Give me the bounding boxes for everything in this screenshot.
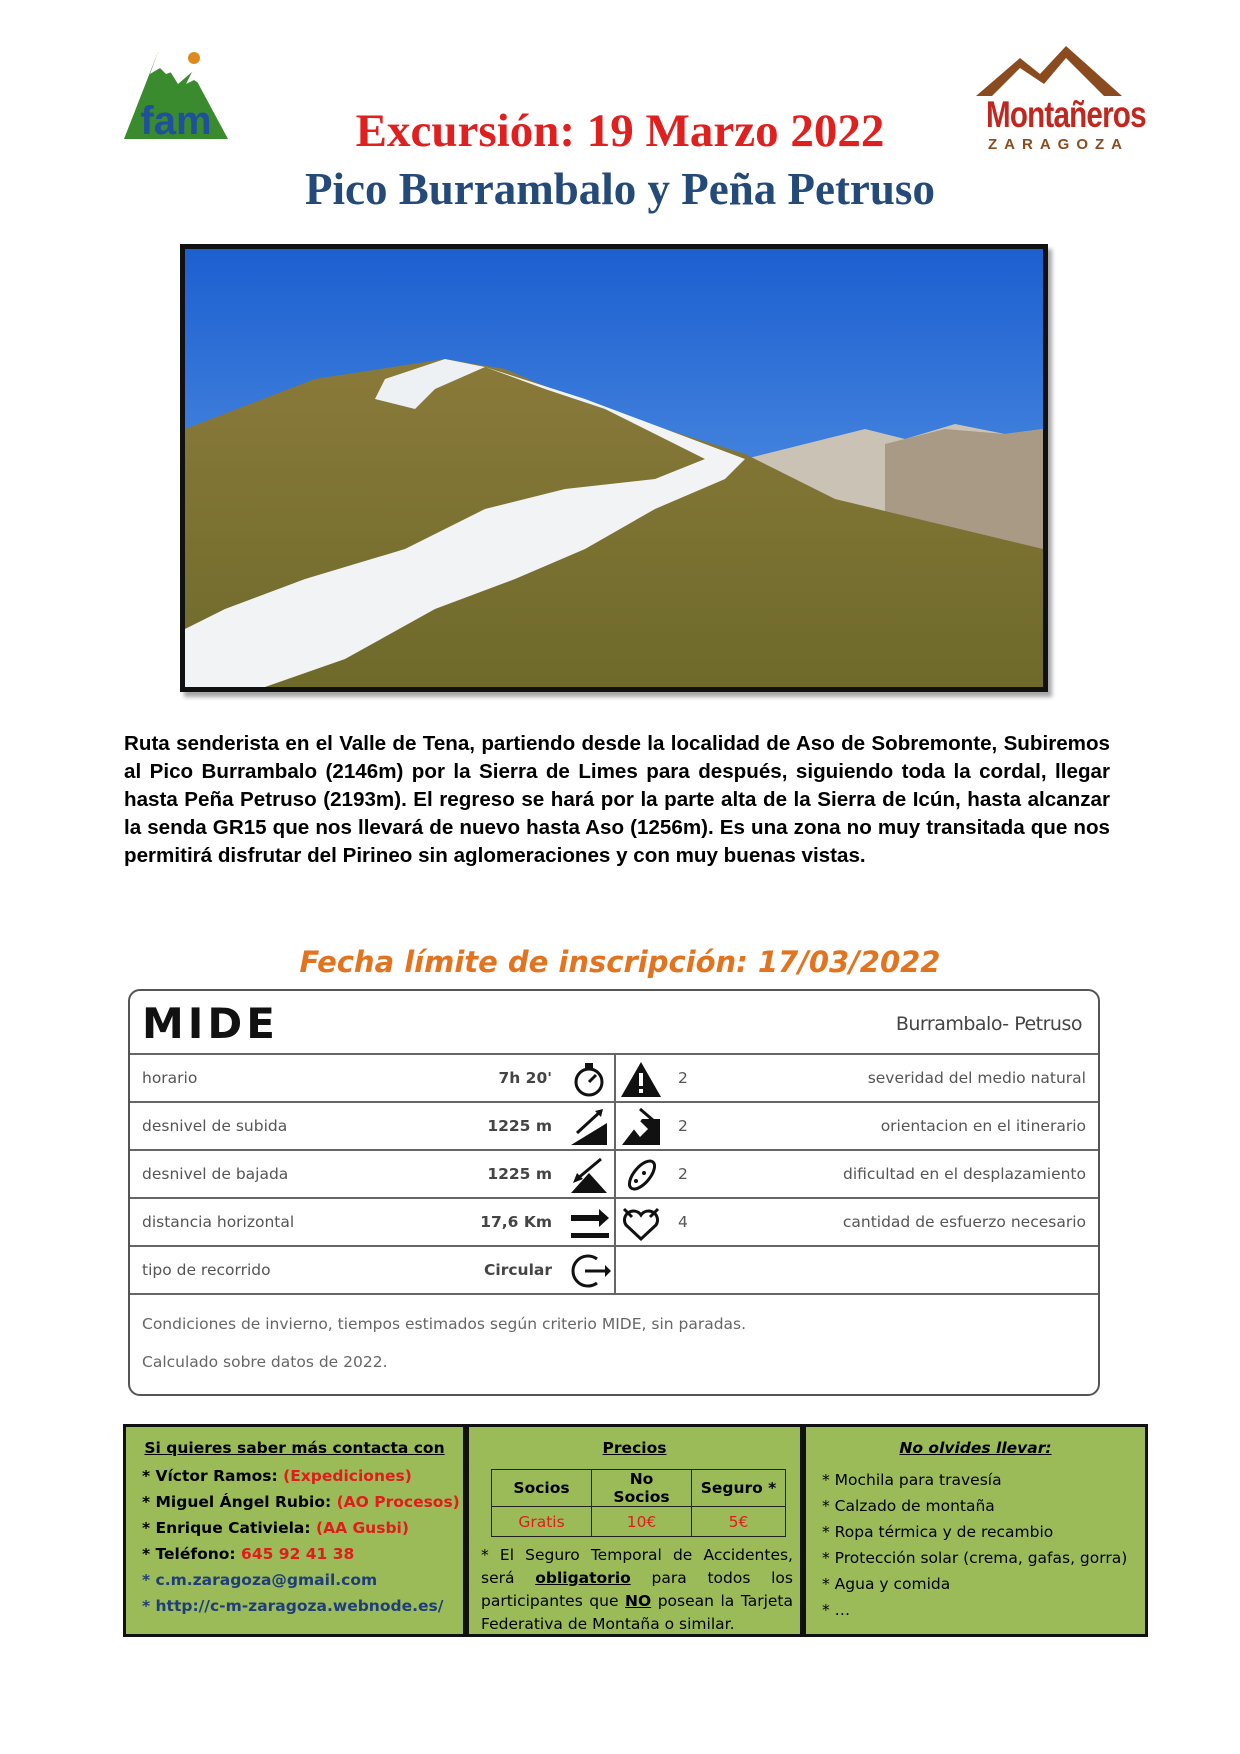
price-header: Socios bbox=[492, 1470, 592, 1507]
mide-score: 2 bbox=[678, 1117, 688, 1135]
mide-score: 2 bbox=[678, 1165, 688, 1183]
mide-table bbox=[128, 989, 1100, 1396]
price-header: Seguro * bbox=[692, 1470, 786, 1507]
mide-logo: MIDE bbox=[142, 999, 279, 1048]
bring-title: No olvides llevar: bbox=[899, 1439, 1052, 1457]
bring-item: * Calzado de montaña bbox=[822, 1497, 995, 1515]
mide-row-horario bbox=[130, 1055, 1098, 1103]
mide-value: 17,6 Km bbox=[480, 1213, 552, 1231]
mide-value: 1225 m bbox=[487, 1165, 552, 1183]
bring-item: * … bbox=[822, 1601, 851, 1619]
descent-icon bbox=[567, 1155, 613, 1195]
prices-table bbox=[491, 1469, 786, 1537]
logo-city: ZARAGOZA bbox=[988, 136, 1129, 153]
bring-item: * Ropa térmica y de recambio bbox=[822, 1523, 1054, 1541]
contact-email-link[interactable]: * c.m.zaragoza@gmail.com bbox=[142, 1571, 378, 1589]
mide-label: horario bbox=[142, 1069, 198, 1087]
contact-item: * Enrique Cativiela: (AA Gusbi) bbox=[142, 1519, 409, 1537]
bring-box bbox=[803, 1424, 1148, 1637]
bring-list bbox=[822, 1471, 1127, 1627]
mide-score: 2 bbox=[678, 1069, 688, 1087]
prices-box bbox=[466, 1424, 803, 1637]
contact-title: Si quieres saber más contacta con bbox=[144, 1439, 445, 1457]
heart-effort-icon bbox=[618, 1203, 664, 1243]
contact-list bbox=[142, 1467, 460, 1623]
mide-route-name: Burrambalo- Petruso bbox=[895, 1013, 1082, 1035]
mide-value: 7h 20' bbox=[498, 1069, 552, 1087]
footprint-icon bbox=[618, 1155, 664, 1195]
mide-label: desnivel de bajada bbox=[142, 1165, 289, 1183]
mide-label: tipo de recorrido bbox=[142, 1261, 271, 1279]
contact-phone: * Teléfono: 645 92 41 38 bbox=[142, 1545, 355, 1563]
circular-route-icon bbox=[567, 1251, 613, 1291]
mide-row-recorrido bbox=[130, 1247, 1098, 1295]
mide-row-bajada bbox=[130, 1151, 1098, 1199]
mide-score: 4 bbox=[678, 1213, 688, 1231]
prices-title: Precios bbox=[602, 1439, 667, 1457]
bring-item: * Mochila para travesía bbox=[822, 1471, 1002, 1489]
warning-triangle-icon bbox=[618, 1059, 664, 1099]
mide-value: Circular bbox=[484, 1261, 552, 1279]
mide-label: distancia horizontal bbox=[142, 1213, 295, 1231]
fam-logo-text: fam bbox=[140, 99, 212, 143]
mide-value: 1225 m bbox=[487, 1117, 552, 1135]
contact-item: * Miguel Ángel Rubio: (AO Procesos) bbox=[142, 1493, 460, 1511]
insurance-note: * El Seguro Temporal de Accidentes, será obligatorio para todos los participantes que NO posean la Tarjeta Federativa de Montaña o similar. bbox=[481, 1546, 794, 1633]
mide-row-distancia bbox=[130, 1199, 1098, 1247]
mide-header bbox=[130, 991, 1098, 1055]
price-value: 10€ bbox=[592, 1507, 692, 1537]
price-header: No Socios bbox=[592, 1470, 692, 1507]
excursion-date-title: Excursión: 19 Marzo 2022 bbox=[355, 105, 885, 157]
registration-deadline: Fecha límite de inscripción: 17/03/2022 bbox=[299, 945, 941, 979]
mide-row-subida bbox=[130, 1103, 1098, 1151]
orientation-signpost-icon bbox=[618, 1107, 664, 1147]
mide-note-data: Calculado sobre datos de 2022. bbox=[142, 1353, 388, 1371]
mide-label2: severidad del medio natural bbox=[867, 1069, 1086, 1087]
logo-word: Montañeros bbox=[986, 94, 1146, 135]
mide-label: desnivel de subida bbox=[142, 1117, 288, 1135]
distance-arrow-icon bbox=[567, 1203, 613, 1243]
stopwatch-icon bbox=[567, 1059, 613, 1099]
mide-label2: orientacion en el itinerario bbox=[880, 1117, 1086, 1135]
route-description: Ruta senderista en el Valle de Tena, partiendo desde la localidad de Aso de Sobremonte, Subiremos al Pico Burrambalo (2146m) por la Sierra de Limes para después, siguiendo toda la cordal, llegar hasta Peña Petruso (2193m). El regreso se hará por la parte alta de la Sierra de Icún, hasta alcanzar la senda GR15 que nos llevará de nuevo hasta Aso (1256m). Es una zona no muy transitada que nos permitirá disfrutar del Pirineo sin aglomeraciones y con muy buenas vistas. bbox=[124, 732, 1110, 867]
bring-item: * Protección solar (crema, gafas, gorra) bbox=[822, 1549, 1128, 1567]
ascent-icon bbox=[567, 1107, 613, 1147]
price-value: Gratis bbox=[492, 1507, 592, 1537]
contact-item: * Víctor Ramos: (Expediciones) bbox=[142, 1467, 412, 1485]
mountain-photo bbox=[180, 244, 1048, 692]
mide-note-conditions: Condiciones de invierno, tiempos estimados según criterio MIDE, sin paradas. bbox=[142, 1315, 747, 1333]
price-value: 5€ bbox=[692, 1507, 786, 1537]
contact-web-link[interactable]: * http://c-m-zaragoza.webnode.es/ bbox=[142, 1597, 444, 1615]
contact-box bbox=[123, 1424, 466, 1637]
mide-label2: cantidad de esfuerzo necesario bbox=[842, 1213, 1086, 1231]
bring-item: * Agua y comida bbox=[822, 1575, 951, 1593]
mide-label2: dificultad en el desplazamiento bbox=[842, 1165, 1086, 1183]
route-title: Pico Burrambalo y Peña Petruso bbox=[305, 164, 935, 214]
